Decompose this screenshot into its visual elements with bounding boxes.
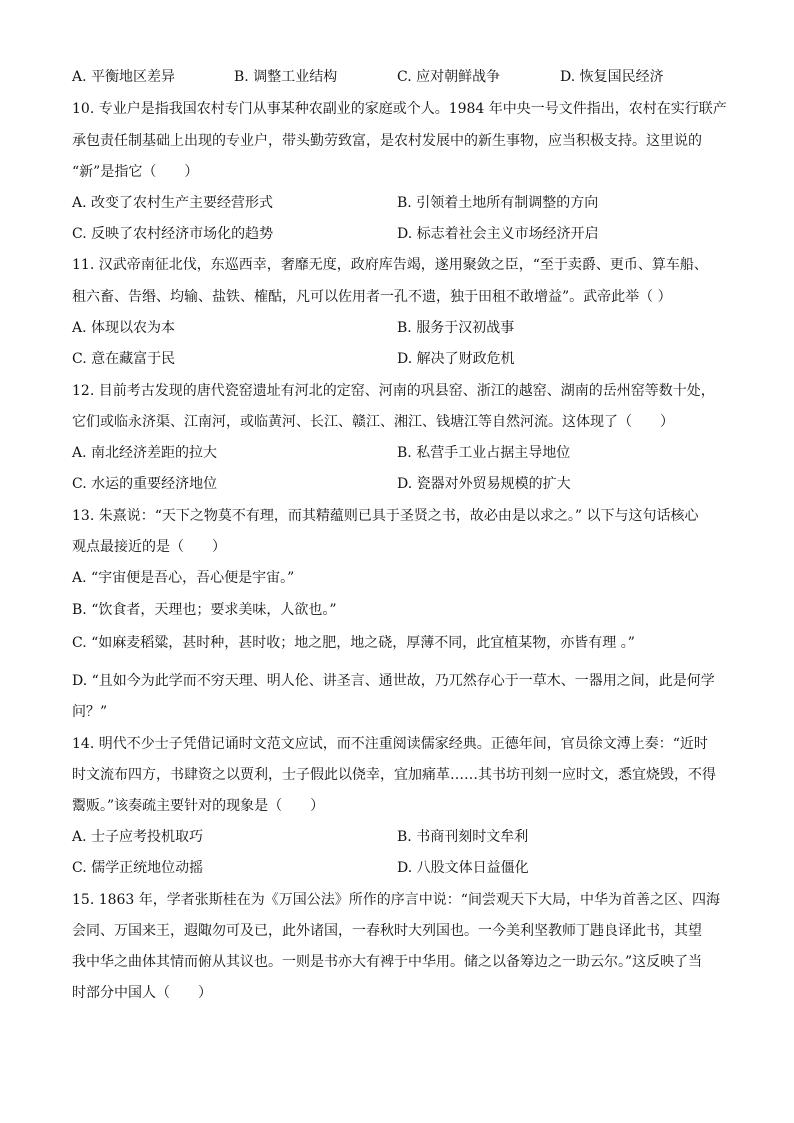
q14-stem-line-3: 鬻贩。”该奏疏主要针对的现象是（ ） [72, 798, 325, 814]
q13-option-d-line-1[interactable]: D. “且如今为此学而不穷天理、明人伦、讲圣言、通世故，乃兀然存心于一草木、一器用之间，此是何学 [72, 673, 715, 689]
q11-stem-line-1: 11. 汉武帝南征北伐，东巡西幸，奢靡无度，政府库告竭，遂用聚敛之臣，“至于卖爵、更币、算车船、 [72, 257, 708, 273]
q13-stem-line-2: 观点最接近的是（ ） [72, 539, 226, 555]
q15-stem-line-1: 15. 1863 年，学者张斯桂在为《万国公法》所作的序言中说：“间尝观天下大局，中华为首善之区、四海 [72, 892, 720, 908]
q14-option-a[interactable]: A. 士子应考投机取巧 [72, 829, 204, 845]
q13-option-d-line-2[interactable]: 问？” [72, 704, 108, 720]
q10-stem-line-1: 10. 专业户是指我国农村专门从事某种农副业的家庭或个人。1984 年中央一号文件指出，农村在实行联产 [72, 101, 727, 117]
q11-option-b[interactable]: B. 服务于汉初战事 [397, 320, 515, 336]
q12-stem-line-2: 它们或临永济渠、江南河，或临黄河、长江、赣江、湘江、钱塘江等自然河流。这体现了（ ） [72, 414, 674, 430]
q14-option-c[interactable]: C. 儒学正统地位动摇 [72, 860, 204, 876]
q14-option-d[interactable]: D. 八股文体日益僵化 [397, 860, 529, 876]
q10-option-a[interactable]: A. 改变了农村生产主要经营形式 [72, 195, 274, 211]
q14-stem-line-2: 时文流布四方，书肆资之以贾利，士子假此以侥幸，宜加痛革……其书坊刊刻一应时文，悉宜烧毁，不得 [72, 767, 716, 783]
q10-option-d[interactable]: D. 标志着社会主义市场经济开启 [397, 226, 599, 242]
q12-option-c[interactable]: C. 水运的重要经济地位 [72, 476, 218, 492]
q10-stem-line-2: 承包责任制基础上出现的专业户，带头勤劳致富，是农村发展中的新生事物，应当积极支持。这里说的 [72, 133, 702, 149]
q14-stem-line-1: 14. 明代不少士子凭借记诵时文范文应试，而不注重阅读儒家经典。正德年间，官员徐文溥上奏：“近时 [72, 736, 708, 752]
q12-option-b[interactable]: B. 私营手工业占据主导地位 [397, 445, 571, 461]
q9-option-a[interactable]: A. 平衡地区差异 [72, 69, 176, 85]
q9-option-d[interactable]: D. 恢复国民经济 [560, 69, 664, 85]
q12-stem-line-1: 12. 目前考古发现的唐代瓷窑遗址有河北的定窑、河南的巩县窑、浙江的越窑、湖南的岳州窑等数十处， [72, 383, 715, 399]
q10-option-b[interactable]: B. 引领着土地所有制调整的方向 [397, 195, 599, 211]
q15-stem-line-2: 会同、万国来王，遐陬勿可及已，此外诸国，一春秋时大列国也。一今美利坚教师丁韪良译此书，其望 [72, 923, 702, 939]
q11-option-c[interactable]: C. 意在藏富于民 [72, 351, 176, 367]
q11-option-a[interactable]: A. 体现以农为本 [72, 320, 176, 336]
q13-option-c[interactable]: C. “如麻麦稻粱，甚时种，甚时收；地之肥，地之硗，厚薄不同，此宜植某物，亦皆有理 。” [72, 635, 635, 651]
q9-option-b[interactable]: B. 调整工业结构 [234, 69, 338, 85]
q12-option-a[interactable]: A. 南北经济差距的拉大 [72, 445, 218, 461]
q14-option-b[interactable]: B. 书商刊刻时文牟利 [397, 829, 529, 845]
q11-stem-line-2: 租六畜、告缗、均输、盐铁、榷酤，凡可以佐用者一孔不遗，独于田租不敢增益”。武帝此举（ ） [72, 289, 672, 305]
q11-option-d[interactable]: D. 解决了财政危机 [397, 351, 515, 367]
q10-stem-line-3: “新”是指它（ ） [72, 164, 199, 180]
q15-stem-line-3: 我中华之曲体其情而俯从其议也。一则是书亦大有裨于中华用。储之以备筹边之一助云尔。”这反映了当 [72, 954, 703, 970]
q13-option-a[interactable]: A. “宇宙便是吾心，吾心便是宇宙。” [72, 570, 295, 586]
q10-option-c[interactable]: C. 反映了农村经济市场化的趋势 [72, 226, 274, 242]
q12-option-d[interactable]: D. 瓷器对外贸易规模的扩大 [397, 476, 571, 492]
q9-option-c[interactable]: C. 应对朝鲜战争 [397, 69, 501, 85]
q15-stem-line-4: 时部分中国人（ ） [72, 985, 212, 1001]
q13-stem-line-1: 13. 朱熹说：“天下之物莫不有理，而其精蕴则已具于圣贤之书，故必由是以求之。” 以下与这句话核心 [72, 508, 699, 524]
q13-option-b[interactable]: B. “饮食者，天理也；要求美味，人欲也。” [72, 602, 337, 618]
